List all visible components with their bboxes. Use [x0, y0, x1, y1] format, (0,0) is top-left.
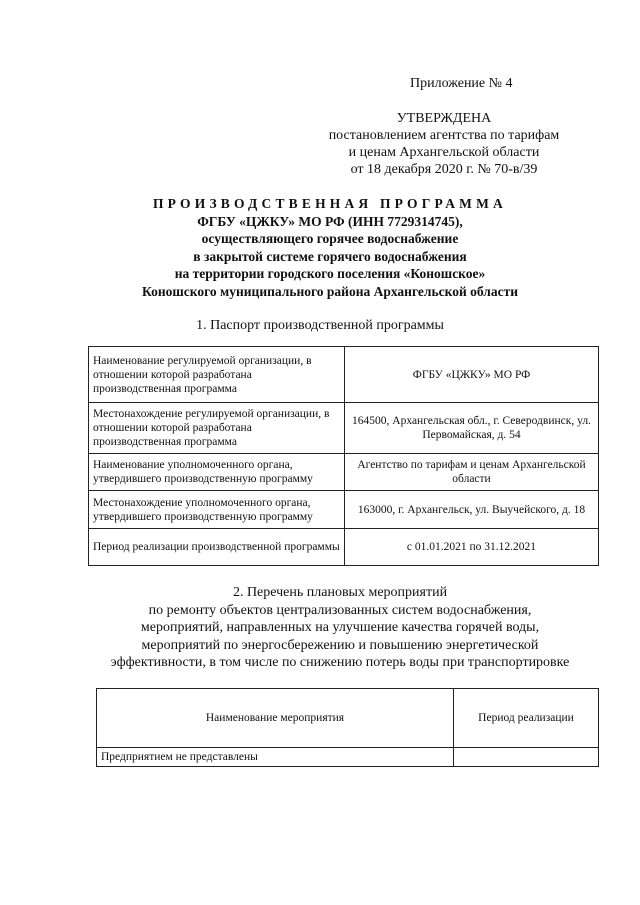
table-row	[89, 529, 599, 566]
table-cell-label: Местонахождение уполномоченного органа, утвердившего производственную программу	[89, 491, 345, 529]
section2-line: эффективности, в том числе по снижению потерь воды при транспортировке	[110, 655, 570, 670]
table-cell-value: 163000, г. Архангельск, ул. Выучейского, д. 18	[345, 491, 599, 529]
approval-date: от 18 декабря 2020 г. № 70-в/39	[350, 162, 538, 177]
title-line: Коношского муниципального района Архангельской области	[141, 283, 518, 299]
table-cell-value: с 01.01.2021 по 31.12.2021	[345, 529, 599, 566]
table-row	[89, 347, 599, 403]
section2-line: мероприятий, направленных на улучшение качества горячей воды,	[140, 620, 540, 635]
table-header-row	[97, 689, 599, 748]
appendix-label: Приложение № 4	[410, 76, 513, 91]
section2-line: 2. Перечень плановых мероприятий	[232, 585, 448, 600]
table-cell-label: Период реализации производственной программы	[89, 529, 345, 566]
approval-line: постановлением агентства по тарифам	[328, 128, 560, 143]
document-title	[60, 195, 600, 300]
table-cell-value: Агентство по тарифам и ценам Архангельской области	[345, 454, 599, 491]
approval-line: и ценам Архангельской области	[348, 145, 540, 160]
table-row	[89, 491, 599, 529]
table-row	[89, 403, 599, 454]
title-line: ФГБУ «ЦЖКУ» МО РФ (ИНН 7729314745),	[197, 213, 463, 229]
section2-heading	[80, 584, 600, 672]
table-cell-label: Местонахождение регулируемой организации, в отношении которой разработана производственная программа	[89, 403, 345, 454]
table-cell-period	[454, 748, 599, 767]
table-cell-label: Наименование уполномоченного органа, утвердившего производственную программу	[89, 454, 345, 491]
title-line: осуществляющего горячее водоснабжение	[201, 231, 459, 246]
table-cell-value: 164500, Архангельская обл., г. Северодвинск, ул. Первомайская, д. 54	[345, 403, 599, 454]
column-header-activity: Наименование мероприятия	[97, 689, 454, 748]
section1-heading: 1. Паспорт производственной программы	[196, 318, 444, 333]
approval-title: УТВЕРЖДЕНА	[396, 111, 492, 126]
table-row	[97, 748, 599, 767]
title-line: ПРОИЗВОДСТВЕННАЯ ПРОГРАММА	[152, 196, 507, 211]
table-row	[89, 454, 599, 491]
approval-block	[284, 110, 604, 178]
section2-line: по ремонту объектов централизованных систем водоснабжения,	[148, 602, 532, 618]
passport-table	[88, 346, 599, 566]
title-line: в закрытой системе горячего водоснабжения	[193, 248, 467, 264]
column-header-period: Период реализации	[454, 689, 599, 748]
table-cell-activity: Предприятием не представлены	[97, 748, 454, 767]
title-line: на территории городского поселения «Коношское»	[174, 266, 486, 281]
table-cell-value: ФГБУ «ЦЖКУ» МО РФ	[345, 347, 599, 403]
section2-line: мероприятий по энергосбережению и повышению энергетической	[141, 637, 539, 653]
table-cell-label: Наименование регулируемой организации, в отношении которой разработана производственная программа	[89, 347, 345, 403]
activities-table	[96, 688, 599, 767]
